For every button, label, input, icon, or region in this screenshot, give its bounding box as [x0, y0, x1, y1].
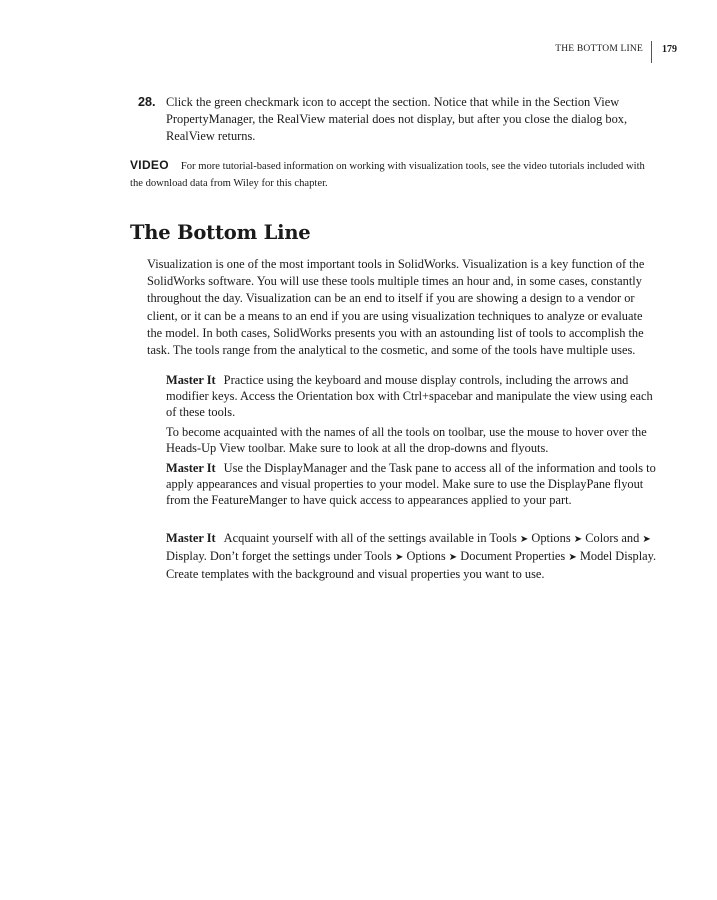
- menu-arrow-icon: ➤: [394, 552, 404, 564]
- master-it-3: [166, 530, 658, 583]
- menu-arrow-icon: ➤: [519, 534, 529, 545]
- master-it-text-part: Model Display. Create templates with the background and visual properties you want to use.: [166, 549, 657, 582]
- section-intro: Visualization is one of the most important tools in SolidWorks. Visualization is a key function of the SolidWorks software. You will use these tools multiple times an hour and, in some cases, constantly throughout the day. Visualization can be an end to itself if you are showing a design to a vendor or client, or it can be a means to an end if you are using visualization techniques to analyze or evaluate the model. In both cases, SolidWorks presents you with an astounding list of tools to accomplish the task. The tools range from the analytical to the cosmetic, and some of the tools have multiple uses.: [147, 257, 645, 358]
- master-it-text-part: Document Properties: [460, 549, 566, 564]
- master-it-label: Master It: [166, 461, 216, 475]
- step-text: Click the green checkmark icon to accept the section. Notice that while in the Section View PropertyManager, the RealView material does not display, but after you close the dialog box, RealView returns.: [166, 95, 628, 144]
- master-it-text: Practice using the keyboard and mouse display controls, including the arrows and modifier keys. Access the Orientation box with Ctrl+spacebar and manipulate the view using each of these tools.: [166, 373, 653, 420]
- running-header: [555, 41, 677, 63]
- video-text: For more tutorial-based information on working with visualization tools, see the video tutorials included with the download data from Wiley for this chapter.: [130, 161, 645, 189]
- step-number: 28.: [138, 95, 156, 109]
- running-title: THE BOTTOM LINE: [555, 44, 643, 54]
- video-note: [130, 157, 658, 192]
- master-it-1: [166, 372, 658, 421]
- master-it-2: [166, 460, 658, 509]
- master-it-label: Master It: [166, 373, 216, 387]
- step-28: [138, 94, 658, 146]
- master-it-text-part: Display. Don’t forget the settings under Tools: [166, 549, 392, 564]
- menu-arrow-icon: ➤: [448, 552, 458, 564]
- section-title: The Bottom Line: [130, 221, 311, 244]
- master-it-label: Master It: [166, 531, 216, 545]
- menu-arrow-icon: ➤: [573, 534, 583, 545]
- page-number: 179: [662, 44, 677, 55]
- menu-arrow-icon: ➤: [568, 552, 577, 564]
- video-label: VIDEO: [130, 158, 169, 172]
- menu-arrow-icon: ➤: [642, 534, 651, 545]
- master-it-text: Use the DisplayManager and the Task pane to access all of the information and tools to apply appearances and visual properties to your model. Make sure to use the DisplayPane flyout from the FeatureManger to have quick access to appearances applied to your part.: [166, 461, 656, 508]
- master-it-text-part: Options: [531, 531, 571, 545]
- master-it-text-part: Colors and: [585, 531, 640, 545]
- master-it-text-part: Options: [406, 549, 446, 564]
- master-it-text-part: Acquaint yourself with all of the settings available in Tools: [223, 531, 517, 545]
- master-it-answer: To become acquainted with the names of all the tools on toolbar, use the mouse to hover over the Heads-Up View toolbar. Make sure to look at all the drop-downs and flyouts.: [166, 425, 647, 456]
